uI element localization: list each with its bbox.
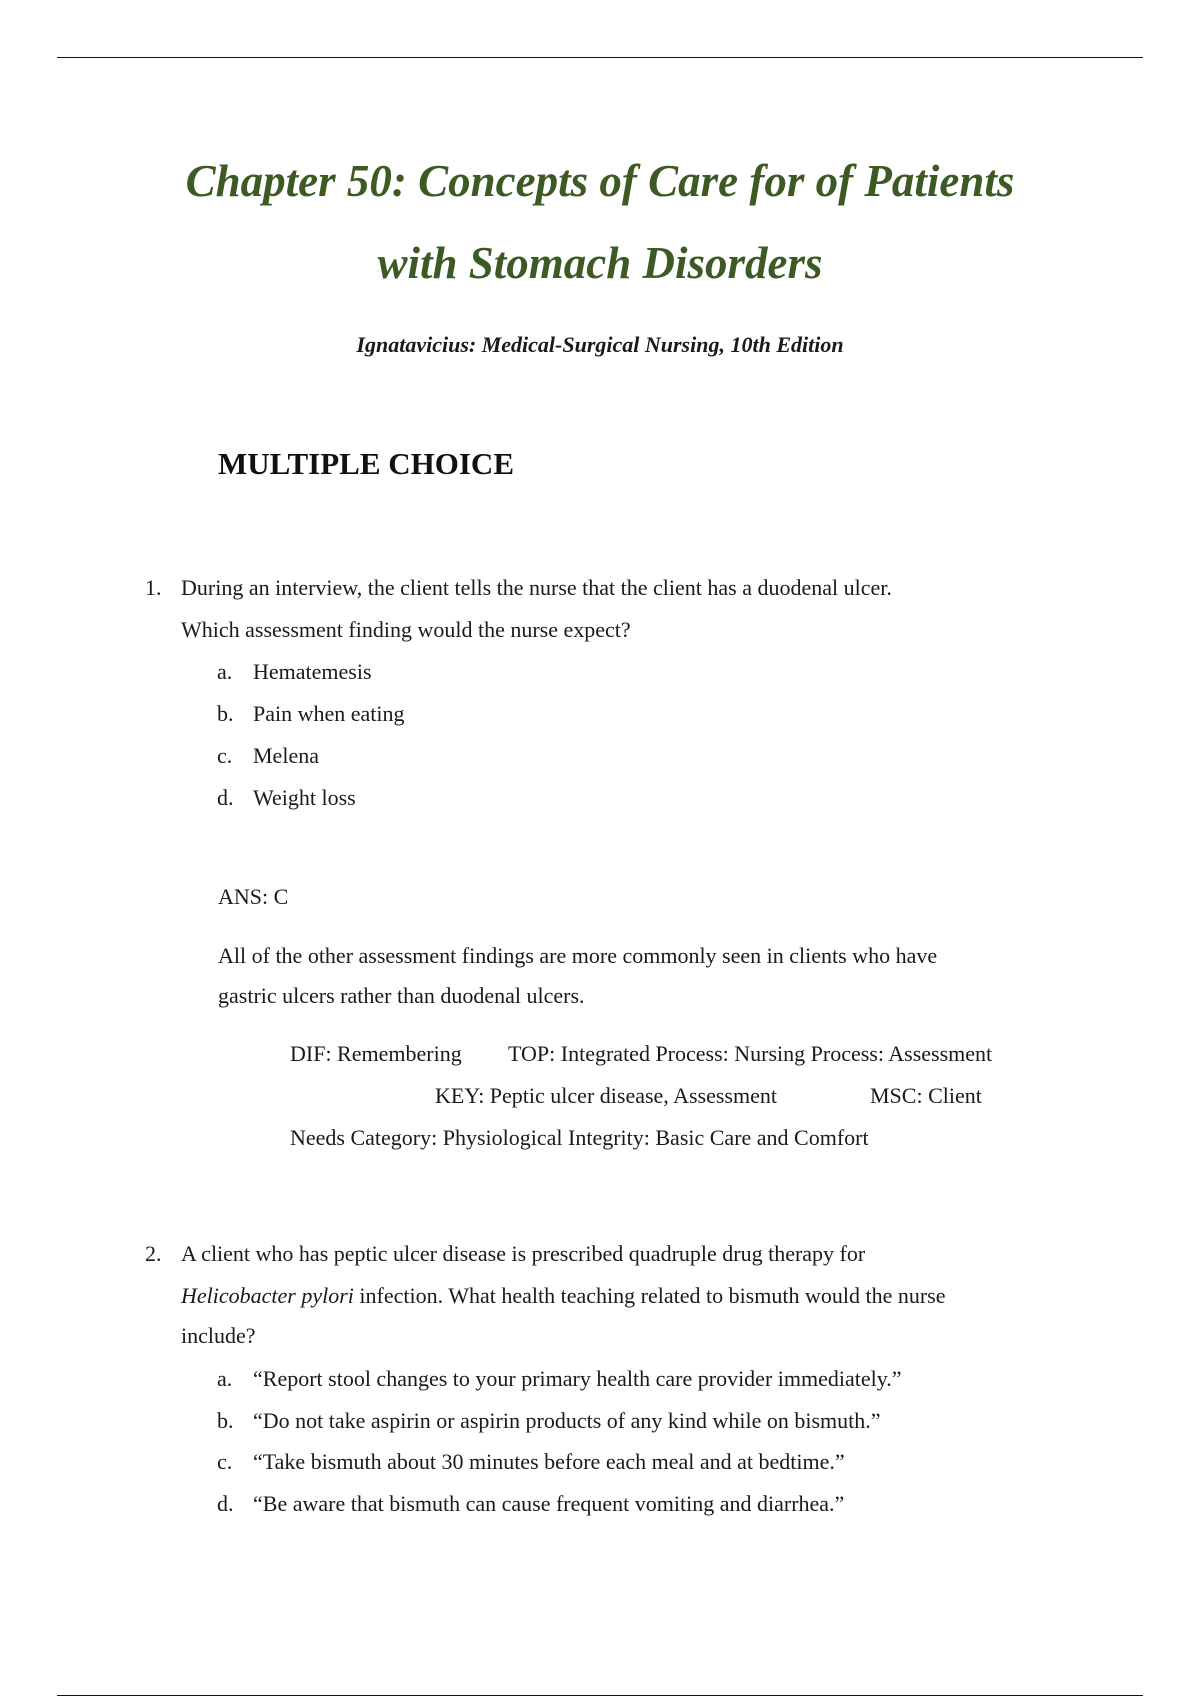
option-c	[217, 1441, 1037, 1483]
meta-key: KEY: Peptic ulcer disease, Assessment	[435, 1083, 777, 1108]
question-2	[145, 1233, 1045, 1533]
question-stem-line-1: A client who has peptic ulcer disease is prescribed quadruple drug therapy for	[181, 1241, 866, 1266]
option-letter: b.	[217, 701, 234, 726]
option-text: Melena	[253, 743, 319, 768]
option-letter: a.	[217, 659, 233, 684]
chapter-title-line-2: with Stomach Disorders	[377, 238, 823, 288]
option-text: “Take bismuth about 30 minutes before each meal and at bedtime.”	[253, 1449, 845, 1474]
question-number: 2.	[145, 1241, 162, 1266]
option-d	[217, 1483, 1037, 1525]
option-text: “Report stool changes to your primary health care provider immediately.”	[253, 1366, 902, 1391]
question-stem-line-3: include?	[181, 1323, 256, 1348]
option-letter: d.	[217, 785, 234, 810]
option-letter: c.	[217, 743, 233, 768]
option-a	[217, 1358, 1037, 1400]
book-subtitle: Ignatavicius: Medical-Surgical Nursing, 10th Edition	[356, 332, 844, 357]
meta-needs-category: Needs Category: Physiological Integrity: Basic Care and Comfort	[290, 1125, 869, 1150]
option-b	[217, 693, 1037, 735]
bottom-rule	[57, 1695, 1143, 1696]
option-text: Pain when eating	[253, 701, 405, 726]
option-text: “Be aware that bismuth can cause frequent vomiting and diarrhea.”	[253, 1491, 845, 1516]
answer-rationale	[218, 936, 1058, 1016]
organism-name: Helicobacter pylori	[181, 1283, 354, 1308]
option-text: Hematemesis	[253, 659, 372, 684]
option-c	[217, 735, 1037, 777]
question-stem-line-2-rest: infection. What health teaching related to bismuth would the nurse	[353, 1283, 946, 1308]
option-a	[217, 651, 1037, 693]
option-letter: a.	[217, 1366, 233, 1391]
option-letter: b.	[217, 1408, 234, 1433]
option-letter: c.	[217, 1449, 233, 1474]
chapter-title	[0, 140, 1200, 304]
meta-topic: TOP: Integrated Process: Nursing Process: Assessment	[508, 1041, 993, 1066]
option-letter: d.	[217, 1491, 234, 1516]
meta-msc: MSC: Client	[870, 1083, 982, 1108]
option-d	[217, 777, 1037, 819]
option-b	[217, 1400, 1037, 1442]
question-stem-line-1: During an interview, the client tells the nurse that the client has a duodenal ulcer.	[181, 575, 892, 600]
option-text: “Do not take aspirin or aspirin products of any kind while on bismuth.”	[253, 1408, 881, 1433]
rationale-line-1: All of the other assessment findings are more commonly seen in clients who have	[218, 943, 938, 968]
meta-difficulty: DIF: Remembering	[290, 1041, 462, 1066]
answer-key: ANS: C	[218, 884, 289, 909]
option-text: Weight loss	[253, 785, 356, 810]
chapter-title-line-1: Chapter 50: Concepts of Care for of Patients	[185, 156, 1015, 206]
top-rule	[57, 57, 1143, 58]
question-stem-line-2: Which assessment finding would the nurse expect?	[181, 617, 631, 642]
question-1	[145, 567, 1045, 827]
question-number: 1.	[145, 575, 162, 600]
question-stem-line-2	[181, 1275, 1041, 1317]
section-heading: MULTIPLE CHOICE	[218, 446, 514, 481]
rationale-line-2: gastric ulcers rather than duodenal ulcers.	[218, 983, 585, 1008]
